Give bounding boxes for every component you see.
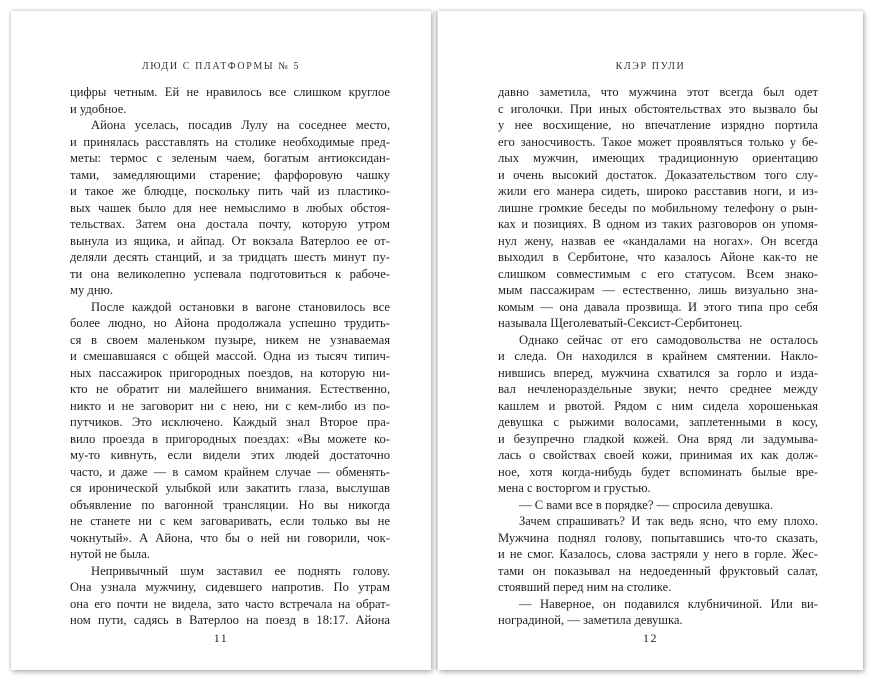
right-page (438, 11, 863, 670)
text-line: Мужчина поднял голову, попытавшись что-то сказать, (498, 530, 818, 545)
text-line: ноградиной, — заметила девушка. (498, 613, 683, 627)
text-line: жили его манера сидеть, широко расставив ноги, и из- (498, 184, 818, 198)
text-line: чокнутый». А Айона, что бы о ней ни говорили, чок- (70, 530, 390, 545)
text-line: лишне громкие беседы по мобильному телефону о рын- (498, 200, 818, 215)
text-line: му дню. (70, 283, 114, 297)
text-line: ках и позициях. В одном из таких разговоров он упомя- (498, 217, 818, 231)
text-line: и удобное. (70, 101, 127, 116)
text-line: часто, и даже — в самом крайнем случае — обменять- (70, 464, 390, 479)
page-number-right: 12 (643, 631, 658, 645)
text-line: ных пассажирок пригородных поездов, на которую ни- (70, 365, 390, 380)
text-line: вал нечленораздельные звуки; нечто среднее между (498, 382, 818, 396)
text-line: и очень высокий достаток. Доказательством того слу- (498, 167, 818, 182)
text-line: нул жену, назвав ее «кандалами на ногах». Он всегда (498, 233, 818, 248)
text-line: не станете ни с кем заговаривать, если только вы не (70, 514, 390, 528)
text-line: деляли десять станций, и за тридцать шесть минут пу- (70, 250, 390, 264)
text-line: ся в своем маленьком пузыре, никем не узнаваемая (70, 332, 390, 347)
text-line: тами он показывал на недоеденный фруктовый салат, (498, 563, 818, 578)
text-line: вых чашек было для нее немыслимо в любых обстоя- (70, 200, 390, 215)
text-line: — Наверное, он подавился клубничиной. Или ви- (519, 596, 818, 611)
text-line: ное, хотя когда-нибудь будет вспоминать былые вре- (498, 464, 818, 479)
text-line: тельствах. Затем она достала почту, которую утром (70, 217, 390, 231)
text-line: кашлем и рвотой. Рядом с ним сидела хорошенькая (498, 398, 818, 413)
text-line: называла Щеголеватый-Сексист-Сербитонец. (498, 316, 743, 330)
text-line: и смешавшаяся с общей массой. Одна из тысяч типич- (70, 349, 390, 363)
text-line: его заносчивость. Такое может проявляться только у бе- (498, 134, 818, 149)
text-line: мым пассажирам — естественно, лишь визуально зна- (498, 283, 818, 297)
text-line: цифры четным. Ей не нравилось все слишком круглое (70, 85, 390, 99)
text-line: вынула из ящика, и айпад. От вокзала Ватерлоо ее от- (70, 233, 390, 248)
left-page-text (70, 84, 390, 629)
text-line: му-то кивнуть, если видели этих людей достаточно (70, 448, 390, 462)
text-line: более людно, но Айона продолжала успешно трудить- (70, 316, 390, 330)
text-line: меты: термос с зеленым чаем, богатым антиоксидан- (70, 151, 390, 165)
text-line: она его почти не видела, зато часто встречала на обрат- (70, 596, 390, 611)
text-line: ся иронической улыбкой или закатить глаза, выслушав (70, 481, 390, 495)
running-head-left: ЛЮДИ С ПЛАТФОРМЫ № 5 (141, 61, 301, 72)
text-line: Она узнала мужчину, сидевшего напротив. По утрам (70, 580, 390, 594)
text-line: и принялась расставлять на столике необходимые пред- (70, 134, 390, 149)
left-page (11, 11, 431, 670)
text-line: Айона уселась, посадив Лулу на соседнее место, (91, 118, 390, 132)
text-line: и такое же блюдце, поскольку пить чай из пластико- (70, 184, 390, 198)
text-line: мена с восторгом и грустью. (498, 481, 651, 495)
text-line: и следа. Он находился в крайнем смятении. Накло- (498, 349, 818, 363)
text-line: После каждой остановки в вагоне становилось все (91, 299, 390, 314)
text-line: лых мужчин, имеющих традиционную ориентацию (498, 151, 818, 165)
text-line: вило проезда в пригородных поездах: «Вы можете ко- (70, 431, 390, 446)
text-line: давно заметила, что мужчина этот всегда был одет (498, 85, 818, 99)
right-page-text (498, 84, 818, 629)
text-line: стоявший перед ним на столике. (498, 580, 672, 594)
text-line: комым — она давала прозвища. И этого типа про себя (498, 299, 818, 314)
text-line: слишком совместимым с его статусом. Всем знако- (498, 266, 818, 281)
text-line: объявление по вагонной трансляции. Но вы никогда (70, 497, 390, 512)
text-line: путчиков. Это исключено. Каждый знал Второе пра- (70, 415, 390, 429)
text-line: ти она великолепно успевала подготовиться к рабоче- (70, 266, 390, 281)
running-head-right: КЛЭР ПУЛИ (615, 61, 686, 72)
text-line: тами, замедляющими старение; фарфоровую чашку (70, 167, 390, 182)
text-line: девушка с рыжими волосами, заплетенными в косу, (498, 415, 818, 429)
page-number-left: 11 (213, 631, 229, 645)
text-line: с иголочки. При иных обстоятельствах это вызвало бы (498, 101, 818, 116)
text-line: и безупречно гладкой кожей. Она вряд ли задумыва- (498, 431, 818, 446)
text-line: нутой не была. (70, 547, 150, 561)
text-line: — С вами все в порядке? — спросила девушка. (519, 497, 774, 512)
text-line: Непривычный шум заставил ее поднять голову. (91, 563, 390, 578)
text-line: выходил в Сербитоне, что казалось Айоне как-то не (498, 250, 818, 264)
text-line: у нее восхищение, но впечатление изрядно портила (498, 118, 818, 132)
text-line: лась о свойствах своей кожи, принимая их как долж- (498, 448, 818, 462)
text-line: Зачем спрашивать? И так ведь ясно, что ему плохо. (519, 514, 818, 528)
text-line: ном пути, садясь в Ватерлоо на поезд в 18:17. Айона (70, 613, 390, 627)
text-line: Однако сейчас от его самодовольства не осталось (519, 332, 818, 347)
text-line: нившись вперед, мужчина схватился за горло и изда- (498, 365, 818, 380)
book-spine (433, 11, 437, 670)
text-line: никто и не заговорит ни с нею, ни с кем-либо из по- (70, 398, 390, 413)
text-line: и не смог. Казалось, слова застряли у него в горле. Жес- (498, 547, 818, 561)
text-line: кто не обратит ни малейшего внимания. Естественно, (70, 382, 390, 396)
